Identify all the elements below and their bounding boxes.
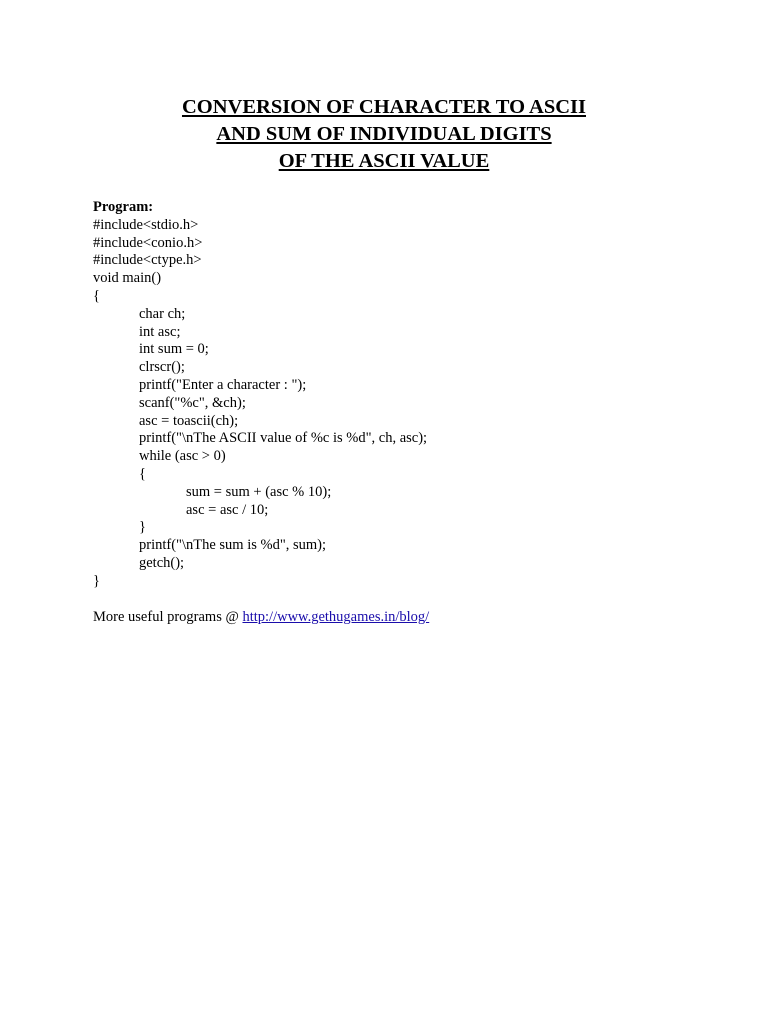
title-line-3 <box>0 148 768 175</box>
code-line: #include<conio.h> <box>93 234 203 251</box>
code-line: #include<ctype.h> <box>93 252 202 269</box>
program-heading: Program: <box>93 199 154 215</box>
code-line: getch(); <box>139 554 185 571</box>
title-line-2 <box>0 121 768 148</box>
code-line: } <box>93 572 100 589</box>
code-line: printf("\nThe ASCII value of %c is %d", ch, asc); <box>139 430 428 447</box>
code-line: scanf("%c", &ch); <box>139 394 246 411</box>
code-listing <box>93 217 713 591</box>
code-line: printf("\nThe sum is %d", sum); <box>139 537 327 554</box>
code-line: char ch; <box>139 305 186 322</box>
code-line: asc = toascii(ch); <box>139 412 239 429</box>
code-line: printf("Enter a character : "); <box>139 376 307 393</box>
code-line: { <box>139 465 146 482</box>
footer-line <box>93 609 429 627</box>
code-line: clrscr(); <box>139 359 185 376</box>
code-line: int sum = 0; <box>139 341 209 358</box>
code-line: { <box>93 287 100 304</box>
code-line: asc = asc / 10; <box>186 501 269 518</box>
program-section <box>93 199 713 591</box>
footer-prefix: More useful programs @ <box>93 609 243 625</box>
code-line: } <box>139 519 146 536</box>
title-line-3-text: OF THE ASCII VALUE <box>278 150 490 172</box>
footer-link[interactable]: http://www.gethugames.in/blog/ <box>242 609 430 625</box>
code-line: #include<stdio.h> <box>93 216 199 233</box>
code-line: void main() <box>93 270 162 287</box>
document-title <box>0 94 768 175</box>
title-line-2-text: AND SUM OF INDIVIDUAL DIGITS <box>216 123 552 145</box>
code-line: while (asc > 0) <box>139 448 226 465</box>
code-line: int asc; <box>139 323 181 340</box>
title-line-1-text: CONVERSION OF CHARACTER TO ASCII <box>181 96 586 118</box>
title-line-1 <box>0 94 768 121</box>
code-line: sum = sum + (asc % 10); <box>186 483 332 500</box>
